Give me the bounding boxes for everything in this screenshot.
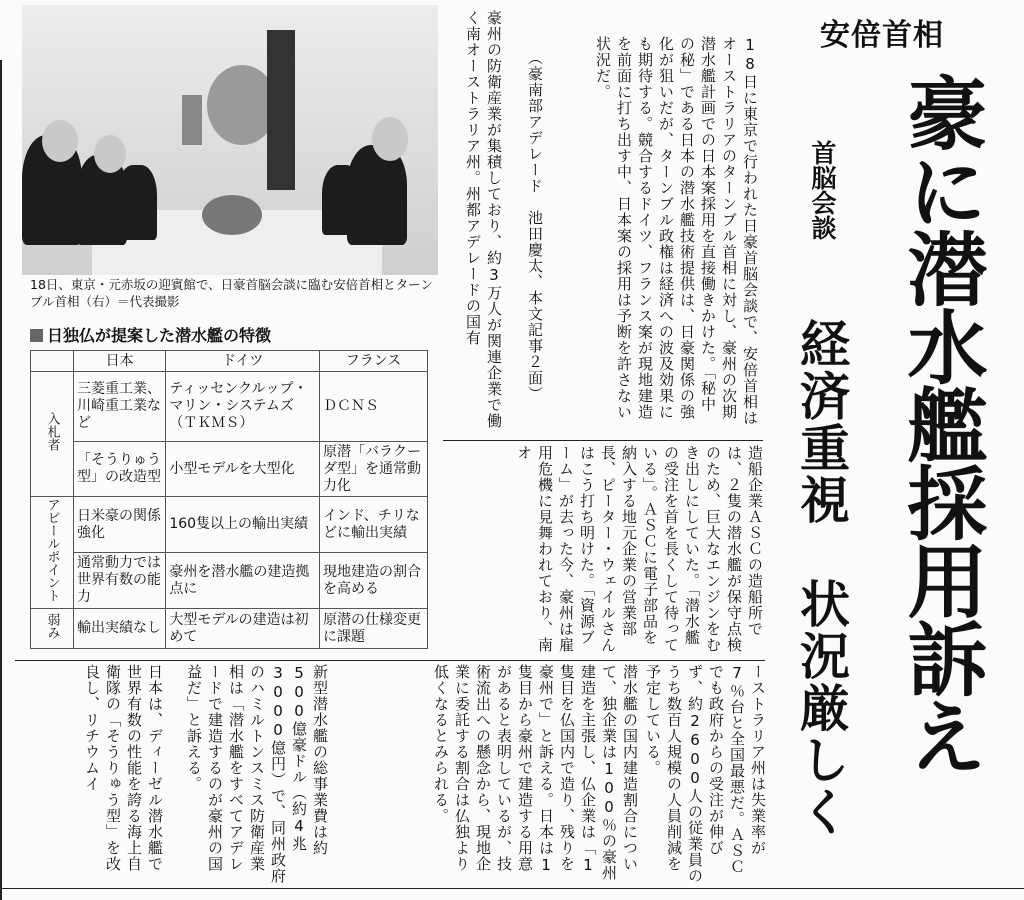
cube-icon xyxy=(30,329,43,342)
table-header: フランス xyxy=(320,351,428,372)
photo-caption: 18日、東京・元赤坂の迎賓館で、日豪首脳会談に臨む安倍首相とターンブル首相（右）＝代表撮影 xyxy=(30,277,433,309)
table-cell: ティッセンクルップ・マリン・システムズ（ＴＫＭＳ） xyxy=(166,372,320,442)
row-group-label: アピールポイント xyxy=(44,498,60,602)
submarine-feature-table xyxy=(30,350,428,649)
main-headline: 豪に潜水艦採用訴え xyxy=(894,72,987,774)
row-group-label: 弱み xyxy=(44,613,60,639)
table-cell: ＤＣＮＳ xyxy=(320,372,428,442)
table-title: 日独仏が提案した潜水艦の特徴 xyxy=(30,323,271,346)
table-cell: 「そうりゅう型」の改造型 xyxy=(74,442,166,497)
article-body-lower-3: 新型潜水艦の総事業費は約500億豪ドル（約4兆3000億円）で、同州政府のハミルトンスミス防衛産業相は「潜水艦をすべてアデレードで建造するのが豪州の国益だ」と訴える。 xyxy=(185,664,329,884)
table-cell: 現地建造の割合を高める xyxy=(320,553,428,609)
table-cell: 三菱重工業、川崎重工業など xyxy=(74,372,166,442)
article-body-lower-4: 日本は、ディーゼル潜水艦で世界有数の性能を誇る海上自衛隊の「そうりゅう型」を改良し、リチウムイ xyxy=(83,664,164,872)
headline-kicker: 安倍首相 xyxy=(820,18,944,53)
table-cell: 通常動力では世界有数の能力 xyxy=(74,553,166,609)
byline: （豪南部アデレード 池田慶太、本文記事２面） xyxy=(526,50,544,402)
article-lead: 18日に東京で行われた日豪首脳会談で、安倍首相はオーストラリアのターンブル首相に対し、豪州の次期潜水艦計画での日本案採用を直接働きかけた。「秘中の秘」である日本の潜水艦技術提供は、日豪関係の強化が狙いだが、ターンブル政権は経済への波及効果にも期待する。競合するドイツ、フランス案が現地建造を前面に打ち出す中、日本案の採用は予断を許さない状況だ。 xyxy=(594,36,759,426)
subheadline-summit: 首脳会談 xyxy=(808,140,837,240)
row-group-label: 入札者 xyxy=(44,412,60,451)
table-cell: 原潜の仕様変更に課題 xyxy=(320,609,428,649)
table-cell: 豪州を潜水艦の建造拠点に xyxy=(166,553,320,609)
subheadline-economy: 経済重視 状況厳しく xyxy=(792,318,850,838)
article-body-upper: 豪州の防衛産業が集積しており、約3万人が関連企業で働く南オーストラリア州。州都アデレードの国有 xyxy=(464,10,503,429)
flag-icon xyxy=(267,30,295,190)
table-cell: 160隻以上の輸出実績 xyxy=(166,497,320,553)
table-cell: 大型モデルの建造は初めて xyxy=(166,609,320,649)
summit-photo xyxy=(22,5,438,275)
article-body-middle: 造船企業ＡＳＣの造船所では、２隻の潜水艦が保守点検のため、巨大なエンジンをむき出しにしていた。「潜水艦の受注を首を長くして待っている」。ＡＳＣに電子部品を納入する地元企業の営業部長、ピーター・ウェイルさんはこう打ち明けた。「資源ブーム」が去った今、豪州は雇用危機に見舞われており、南オ xyxy=(515,445,764,653)
article-body-lower-1: ーストラリア州は失業率が7％台と全国最悪だ。ＡＳＣでも政府からの受注が伸びず、約2600人の従業員のうち数百人規模の人員削減を予定している。 xyxy=(644,664,767,884)
table-header: 日本 xyxy=(74,351,166,372)
article-body-lower-2: 潜水艦の国内建造割合について、独企業は100％の豪州建造を主張し、仏企業は「1隻目を仏国内で造り、残りを豪州で」と訴える。日本は1隻目から豪州で建造する用意があると表明しているが、技術流出への懸念から、現地企業に委託する割合は仏独より低くなるとみられる。 xyxy=(432,664,639,881)
table-cell: 日米豪の関係強化 xyxy=(74,497,166,553)
table-cell: 原潜「バラクーダ型」を通常動力化 xyxy=(320,442,428,497)
table-cell: 輸出実績なし xyxy=(74,609,166,649)
table-header: ドイツ xyxy=(166,351,320,372)
table-cell: インド、チリなどに輸出実績 xyxy=(320,497,428,553)
table-cell: 小型モデルを大型化 xyxy=(166,442,320,497)
